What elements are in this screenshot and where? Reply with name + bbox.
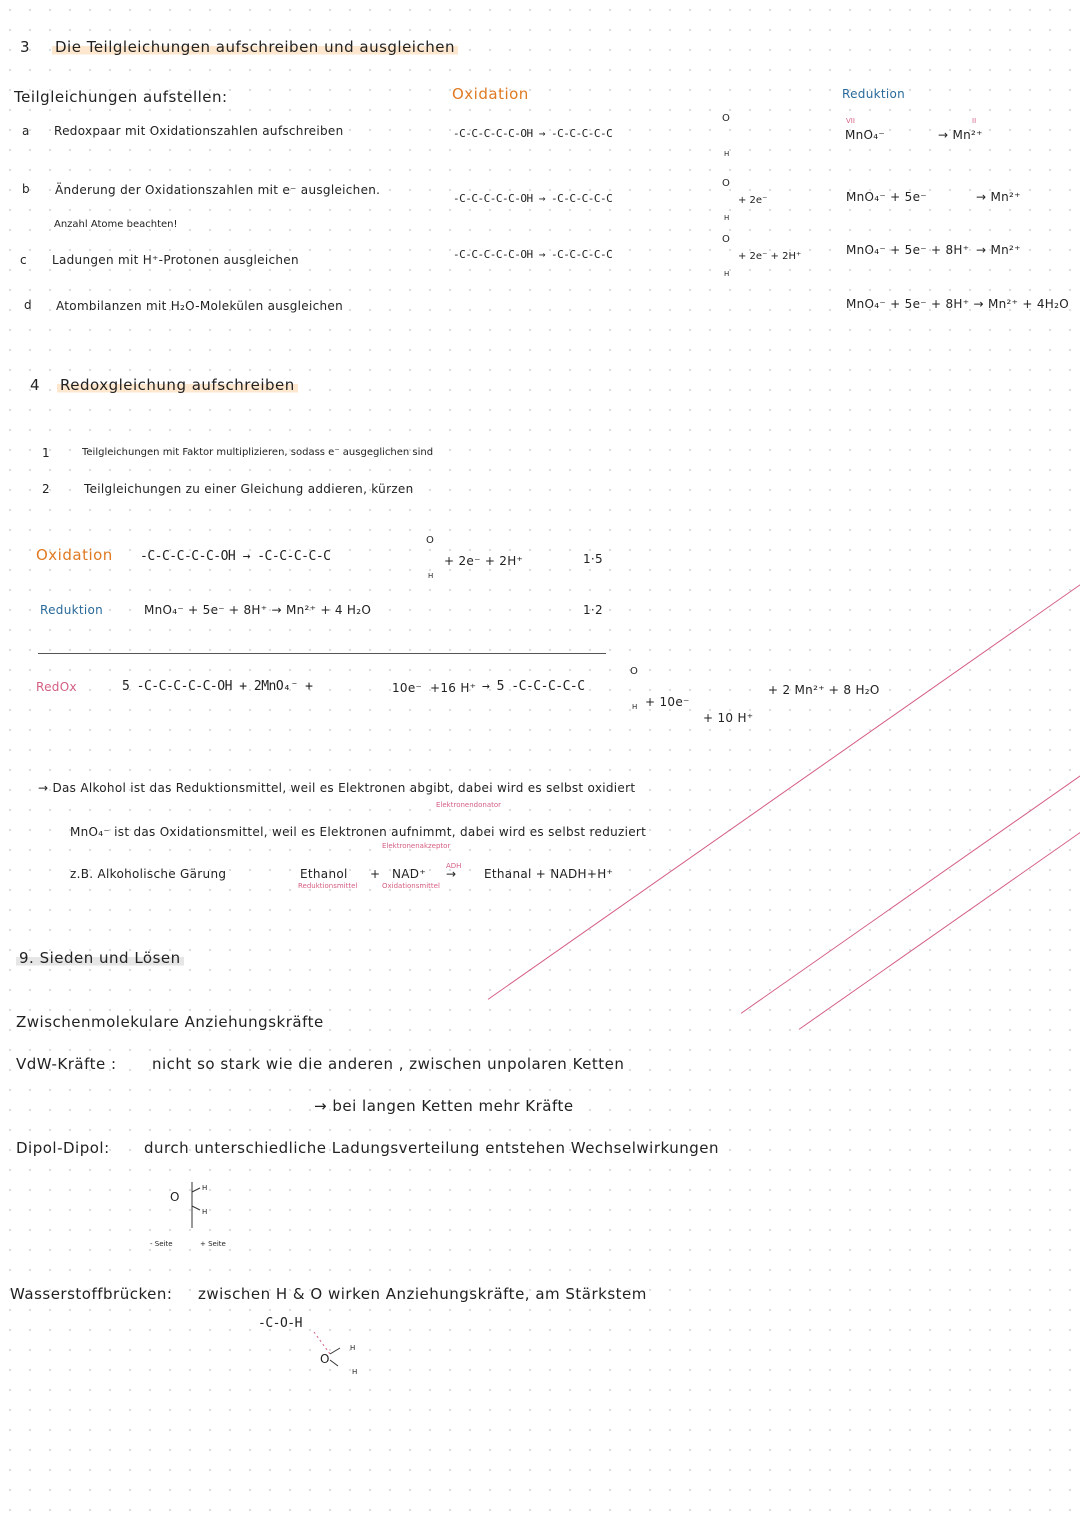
oxidation-suffix: + 2e⁻ + 2H⁺ bbox=[444, 554, 524, 568]
step-c-reduction-right: → Mn²⁺ bbox=[976, 243, 1021, 257]
step-b-letter: b bbox=[22, 182, 30, 196]
redox-protons-right: + 10 H⁺ bbox=[703, 711, 1080, 725]
oxidation-aldehyde-h: H bbox=[428, 572, 434, 580]
oxidation-equation: -C-C-C-C-C-OH → -C-C-C-C-C bbox=[140, 549, 331, 564]
column-reduktion: Reduktion bbox=[842, 87, 906, 101]
vdw-note: → bei langen Ketten mehr Kräfte bbox=[314, 1097, 574, 1115]
wb-label: Wasserstoffbrücken: bbox=[10, 1285, 173, 1303]
section-4-step-1-num: 1 bbox=[42, 446, 50, 460]
step-c-text: Ladungen mit H⁺-Protonen ausgleichen bbox=[52, 253, 299, 267]
explanation-donator-note: Elektronendonator bbox=[436, 801, 502, 809]
example-ethanol: Ethanol bbox=[300, 867, 348, 881]
step-a-reduction-right: → Mn²⁺ bbox=[938, 128, 983, 142]
redox-products: + 2 Mn²⁺ + 8 H₂O bbox=[768, 683, 880, 697]
redox-label: RedOx bbox=[36, 680, 77, 694]
redox-electrons-right: + 10e⁻ bbox=[645, 695, 1080, 709]
step-d-letter: d bbox=[24, 298, 32, 312]
dipol-label: Dipol-Dipol: bbox=[16, 1139, 110, 1157]
wb-chain: -C-O-H bbox=[258, 1316, 302, 1331]
explanation-reduktionsmittel: → Das Alkohol ist das Reduktionsmittel, weil es Elektronen abgibt, dabei wird es selbst oxidiert bbox=[38, 781, 636, 795]
step-a-text: Redoxpaar mit Oxidationszahlen aufschreiben bbox=[54, 124, 344, 138]
example-adh-label: ADH bbox=[446, 862, 462, 870]
step-a-ox-number-right: II bbox=[972, 117, 977, 125]
reduktion-equation: MnO₄⁻ + 5e⁻ + 8H⁺ → Mn²⁺ + 4 H₂O bbox=[144, 603, 372, 617]
wb-text: zwischen H & O wirken Anziehungskräfte, am Stärkstem bbox=[198, 1285, 647, 1303]
vdw-label: VdW-Kräfte : bbox=[16, 1055, 117, 1073]
step-b-electrons: + 2e⁻ bbox=[738, 195, 768, 206]
step-c-electrons-protons: + 2e⁻ + 2H⁺ bbox=[738, 251, 802, 262]
section-4-step-2-text: Teilgleichungen zu einer Gleichung addieren, kürzen bbox=[84, 482, 414, 496]
dipole-sketch bbox=[178, 1178, 238, 1238]
step-d-reduction-full: MnO₄⁻ + 5e⁻ + 8H⁺ → Mn²⁺ + 4H₂O bbox=[846, 297, 1069, 311]
step-b-note: Anzahl Atome beachten! bbox=[54, 219, 178, 230]
reduktion-label: Reduktion bbox=[40, 603, 104, 617]
hbond-sketch bbox=[306, 1330, 366, 1390]
section-9-title: 9. Sieden und Lösen bbox=[16, 949, 184, 967]
section-9-subtitle: Zwischenmolekulare Anziehungskräfte bbox=[16, 1013, 324, 1031]
step-c-aldehyde-o: O bbox=[722, 234, 730, 245]
reduktion-factor: 1·2 bbox=[583, 603, 603, 617]
dipole-h2: H bbox=[202, 1208, 208, 1216]
redox-right-side: → 5 -C-C-C-C-C bbox=[482, 679, 585, 694]
oxidation-aldehyde-o: O bbox=[426, 535, 434, 546]
example-ethanol-note: Reduktionsmittel bbox=[298, 882, 358, 890]
hbond-dots-icon bbox=[306, 1330, 366, 1390]
example-plus: + bbox=[370, 867, 381, 881]
step-b-aldehyde-h: H bbox=[724, 214, 730, 222]
section-4-step-2-num: 2 bbox=[42, 482, 50, 496]
example-products: Ethanal + NADH+H⁺ bbox=[484, 867, 614, 881]
step-a-aldehyde-h: H bbox=[724, 150, 730, 158]
dipole-bond-icon bbox=[178, 1178, 238, 1238]
step-a-ox-number-left: VII bbox=[846, 117, 855, 125]
step-a-reduction-left: MnO₄⁻ bbox=[845, 128, 886, 142]
step-b-aldehyde-o: O bbox=[722, 178, 730, 189]
wb-h2: H bbox=[352, 1368, 358, 1376]
dipole-plus-side: + Seite bbox=[200, 1240, 226, 1248]
section-4-step-1-text: Teilgleichungen mit Faktor multiplizieren, sodass e⁻ ausgeglichen sind bbox=[82, 447, 434, 458]
sum-line bbox=[38, 653, 606, 654]
step-c-reduction-left: MnO₄⁻ + 5e⁻ + 8H⁺ bbox=[846, 243, 970, 257]
dipole-h1: H bbox=[202, 1184, 208, 1192]
step-c-oxidation-eq: -C-C-C-C-C-OH → -C-C-C-C-C bbox=[453, 248, 613, 261]
section-4-number: 4 bbox=[30, 376, 41, 394]
example-nad: NAD⁺ bbox=[392, 867, 426, 881]
section-4-title: Redoxgleichung aufschreiben bbox=[57, 376, 298, 394]
dipol-text: durch unterschiedliche Ladungsverteilung entstehen Wechselwirkungen bbox=[144, 1139, 719, 1157]
redox-left-side: 5 -C-C-C-C-C-OH + 2MnO₄⁻ + bbox=[122, 679, 313, 694]
wb-oxygen: O bbox=[320, 1352, 330, 1366]
explanation-oxidationsmittel: MnO₄⁻ ist das Oxidationsmittel, weil es Elektronen aufnimmt, dabei wird es selbst reduziert bbox=[70, 825, 647, 839]
oxidation-label: Oxidation bbox=[36, 546, 113, 564]
column-oxidation: Oxidation bbox=[452, 85, 529, 103]
example-arrow-icon: → bbox=[446, 867, 457, 881]
oxidation-factor: 1·5 bbox=[583, 552, 603, 566]
wb-h1: H bbox=[350, 1344, 356, 1352]
dipole-minus-side: - Seite bbox=[150, 1240, 173, 1248]
step-a-aldehyde-o: O bbox=[722, 113, 730, 124]
redox-aldehyde-h: H bbox=[632, 703, 638, 711]
step-b-oxidation-eq: -C-C-C-C-C-OH → -C-C-C-C-C bbox=[453, 192, 613, 205]
step-c-aldehyde-h: H bbox=[724, 270, 730, 278]
step-a-letter: a bbox=[22, 124, 30, 138]
explanation-akzeptor-note: Elektronenakzeptor bbox=[382, 842, 451, 850]
step-b-reduction-left: MnO₄⁻ + 5e⁻ bbox=[846, 190, 927, 204]
redox-electrons-left: 10e⁻ bbox=[392, 681, 1080, 695]
step-b-text: Änderung der Oxidationszahlen mit e⁻ ausgleichen. bbox=[55, 183, 381, 197]
redox-protons-left: +16 H⁺ bbox=[430, 681, 477, 695]
section-3-title: Die Teilgleichungen aufschreiben und ausgleichen bbox=[52, 38, 458, 56]
dipole-oxygen: O bbox=[170, 1190, 180, 1204]
step-a-oxidation-eq: -C-C-C-C-C-OH → -C-C-C-C-C bbox=[453, 127, 613, 140]
section-3-number: 3 bbox=[20, 38, 31, 56]
redox-aldehyde-o: O bbox=[630, 666, 638, 677]
example-label: z.B. Alkoholische Gärung bbox=[70, 867, 227, 881]
vdw-text: nicht so stark wie die anderen , zwischen unpolaren Ketten bbox=[152, 1055, 625, 1073]
example-nad-note: Oxidationsmittel bbox=[382, 882, 440, 890]
step-b-reduction-right: → Mn²⁺ bbox=[976, 190, 1021, 204]
section-3-subtitle: Teilgleichungen aufstellen: bbox=[14, 88, 228, 106]
step-c-letter: c bbox=[20, 253, 27, 267]
step-d-text: Atombilanzen mit H₂O-Molekülen ausgleichen bbox=[56, 299, 343, 313]
